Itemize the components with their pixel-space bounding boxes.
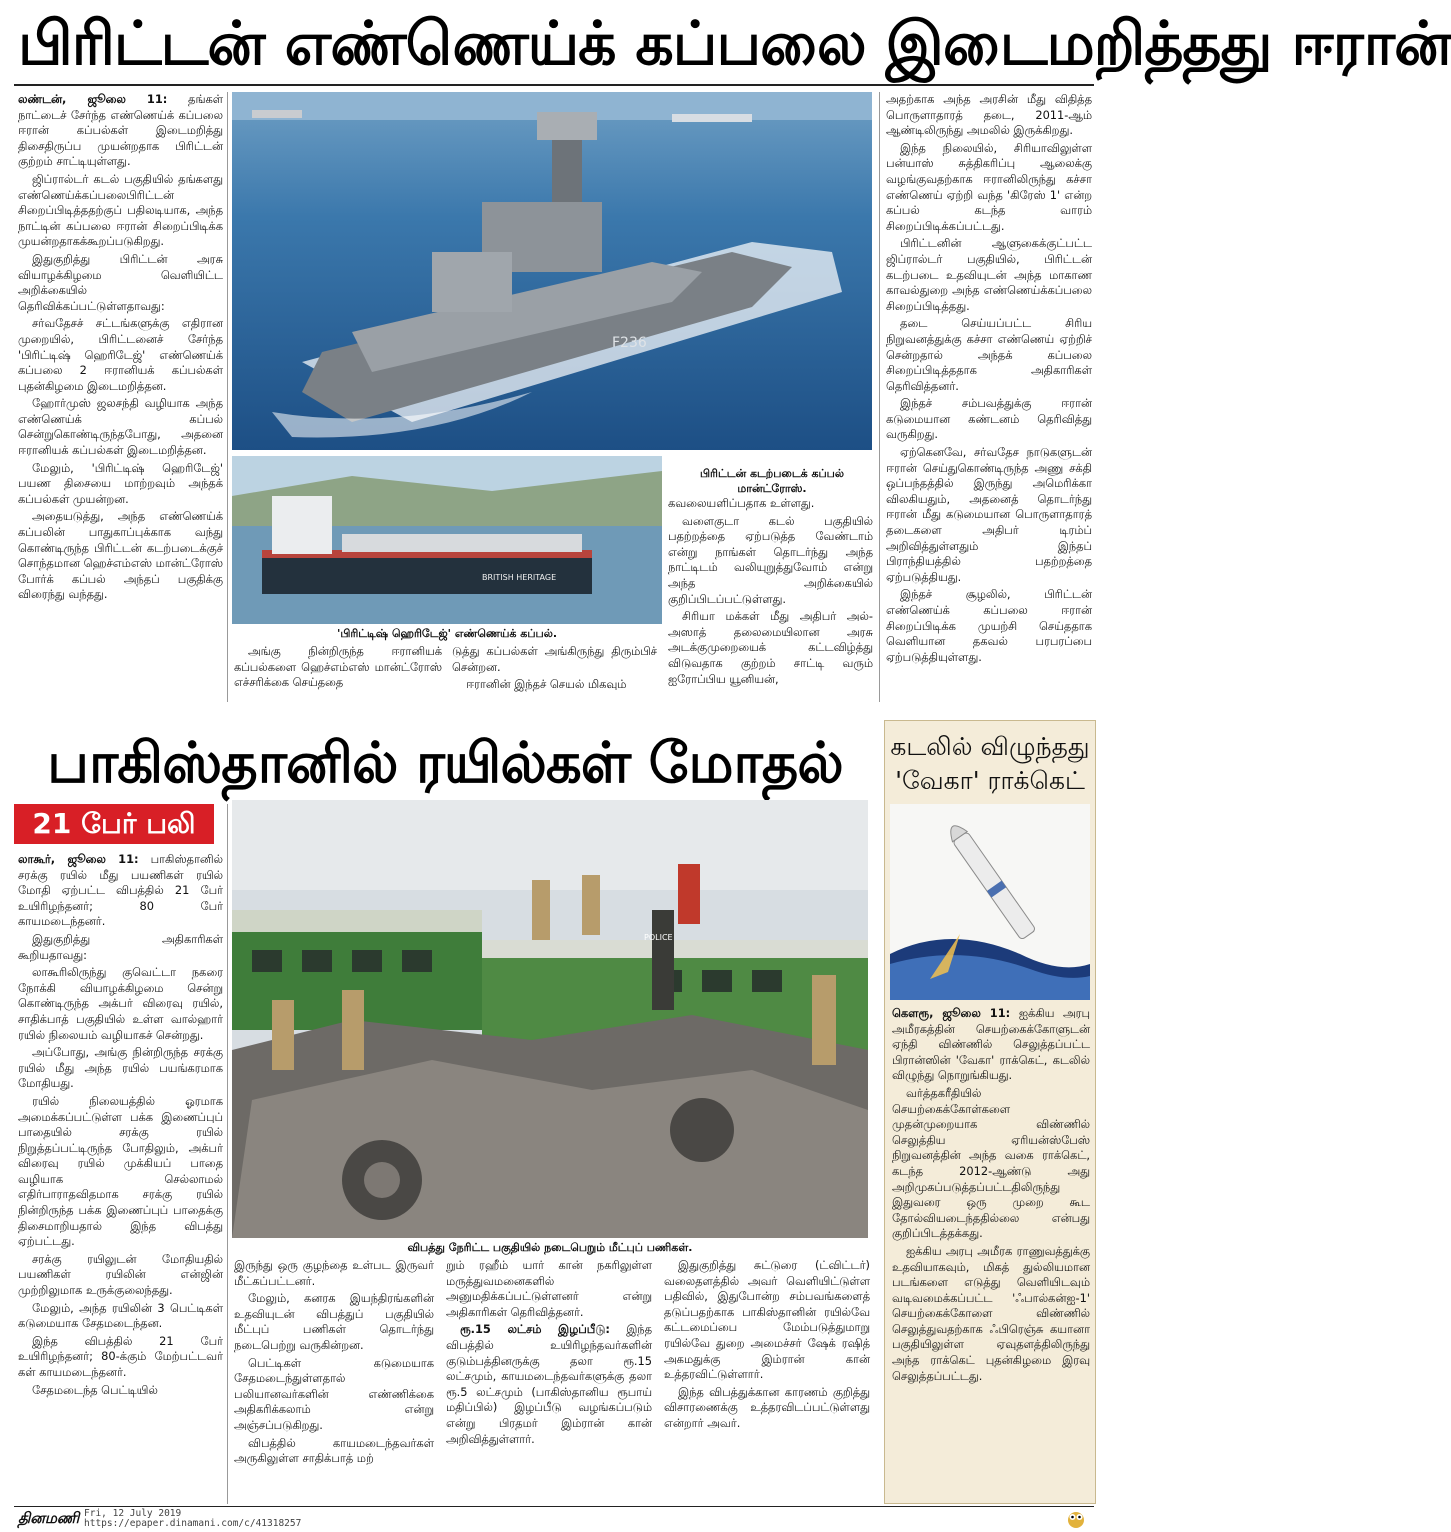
- story2-col1-p5: சரக்கு ரயிலுடன் மோதியதில் பயணிகள் ரயிலின் என்ஜின் முற்றிலுமாக உருக்குலைந்தது.: [18, 1251, 223, 1298]
- story2-col2-p2: பெட்டிகள் கடுமையாக சேதமடைந்துள்ளதால் பலியானவர்களின் எண்ணிக்கை அதிகரிக்கலாம் என்று அஞ்சப்படுகிறது.: [234, 1355, 434, 1432]
- footer-date: Fri, 12 July 2019: [84, 1508, 182, 1519]
- story2-column-1: [18, 852, 223, 1504]
- story1-column-3: [452, 644, 657, 702]
- column-divider: [879, 92, 880, 702]
- story1-col1-p3: சர்வதேசச் சட்டங்களுக்கு எதிரான முறையில், பிரிட்டனைச் சேர்ந்த 'பிரிட்டிஷ் ஹெரிடேஜ்' எண்ணெய்க் கப்பலை 2 ஈரானியக் கப்பல்கள் புதன்கிழமை இடைமறித்தன.: [18, 316, 223, 393]
- story1-col1-p2: இதுகுறித்து பிரிட்டன் அரசு வியாழக்கிழமை வெளியிட்ட அறிக்கையில் தெரிவிக்கப்பட்டுள்ளதாவது:: [18, 251, 223, 313]
- story2-col1-p4: ரயில் நிலையத்தில் ஓரமாக அமைக்கப்பட்டுள்ள பக்க இணைப்புப் பாதையில் சரக்கு ரயில் நிறுத்தப்பட்டிருந்த போதிலும், அக்பர் விரைவு ரயில் முக்கியப் பாதை வழியாக செல்லாமல் எதிர்பாராதவிதமாக சரக்கு ரயில் நின்றிருந்த பக்க இணைப்புப் பாதைக்கு திசைமாறியதால் இந்த விபத்து ஏற்பட்டது.: [18, 1093, 223, 1249]
- story1-col5-p0: அதற்காக அந்த அரசின் மீது விதித்த பொருளாதாரத் தடை, 2011-ஆம் ஆண்டிலிருந்து அமலில் இருக்கிறது.: [886, 92, 1092, 138]
- story2-compensation-heading: ரூ.15 லட்சம் இழப்பீடு:: [460, 1322, 610, 1337]
- story1-col5-p5: ஏற்கெனவே, சர்வதேச நாடுகளுடன் ஈரான் செய்துகொண்டிருந்த அணு சக்தி ஒப்பந்தத்தில் இருந்து அமெரிக்கா விலகியதும், அதனைத் தொடர்ந்து ஈரான் மீது கடுமையான பொருளாதாரத் தடைகளை அதிபர் டிரம்ப் அறிவித்துள்ளதும் இந்தப் பிராந்தியத்தில் பதற்றத்தை ஏற்படுத்தியது.: [886, 445, 1092, 584]
- story1-col3-p1: ஈரானின் இந்தச் செயல் மிகவும்: [466, 677, 627, 692]
- owl-icon: [1066, 1509, 1086, 1528]
- story1-col4-p2: சிரியா மக்கள் மீது அதிபர் அல்-அஸாத் தலைமையிலான அரசு அடக்குமுறையைக் கட்டவிழ்த்து விடுவதாக குற்றம் சாட்டி வரும் ஐரோப்பிய யூனியன்,: [668, 609, 873, 686]
- story2-col1-p7: இந்த விபத்தில் 21 பேர் உயிரிழந்தனர்; 80-க்கும் மேற்பட்டவர் கள் காயமடைந்தனர்.: [18, 1333, 223, 1379]
- story2-col3-p1: இந்த விபத்தில் உயிரிழந்தவர்களின் குடும்பத்தினருக்கு தலா ரூ.15 லட்சமும், காயமடைந்தவர்களுக்கு தலா ரூ.5 லட்சமும் (பாகிஸ்தானிய ரூபாய் மதிப்பில்) இழப்பீடு வழங்கப்படும் என்று பிரதமர் இம்ரான் கான் அறிவித்துள்ளார்.: [446, 1322, 653, 1446]
- column-divider: [227, 804, 228, 1504]
- story2-col3-p0: றும் ரஹீம் யார் கான் நகரிலுள்ள மருத்துவமனைகளில் அனுமதிக்கப்பட்டுள்ளனர் என்று அதிகாரிகள் தெரிவித்தனர்.: [446, 1258, 652, 1319]
- story1-col2-p0: அங்கு நின்றிருந்த ஈரானியக் கப்பல்களை ஹெச்எம்எஸ் மான்ட்ரோஸ் எச்சரிக்கை செய்ததை: [234, 644, 442, 690]
- story1-col1-p5: மேலும், 'பிரிட்டிஷ் ஹெரிடேஜ்' பயண திசையை மாற்றவும் அந்தக் கப்பல்கள் முயன்றன.: [18, 460, 223, 506]
- dinamani-logo: தினமணி: [18, 1509, 80, 1527]
- story1-col5-p3: தடை செய்யப்பட்ட சிரிய நிறுவனத்துக்கு கச்சா எண்ணெய் ஏற்றிச் சென்றதால் அந்தக் கப்பலை சிறைப்பிடித்ததாக அதிகாரிகள் தெரிவித்தனர்.: [886, 316, 1092, 393]
- story1-col5-p1: இந்த நிலையில், சிரியாவிலுள்ள பன்யாஸ் சுத்திகரிப்பு ஆலைக்கு வழங்குவதற்காக ஈரானிலிருந்து கச்சா எண்ணெய் ஏற்றி வந்த 'கிரேஸ் 1' என்ற கப்பல் கடந்த வாரம் சிறைப்பிடிக்கப்பட்டது.: [886, 140, 1092, 233]
- story1-col3-p0: டுத்து கப்பல்கள் அங்கிருந்து திரும்பிச் சென்றன.: [452, 644, 657, 674]
- story1-col5-p4: இந்தச் சம்பவத்துக்கு ஈரான் கடுமையான கண்டனம் தெரிவித்து வருகிறது.: [886, 396, 1092, 442]
- warship-photo: [232, 92, 872, 450]
- story2-dateline: லாகூர், ஜூலை 11:: [18, 852, 139, 866]
- story1-column-1: [18, 92, 223, 702]
- story2-col1-p2: லாகூரிலிருந்து குவெட்டா நகரை நோக்கி வியாழக்கிழமை சென்று கொண்டிருந்த அக்பர் விரைவு ரயில், சாதிக்பாத் பகுதியில் உள்ள வால்ஹார் ரயில் நிலையம் வழியாகச் சென்றது.: [18, 965, 223, 1042]
- story1-col4-p1: வளைகுடா கடல் பகுதியில் பதற்றத்தை ஏற்படுத்த வேண்டாம் என்று நாங்கள் தொடர்ந்து அந்த நாட்டிடம் வலியுறுத்துவோம் என்று அந்த அறிக்கையில் குறிப்பிடப்பட்டுள்ளது.: [668, 513, 873, 606]
- train-caption: விபத்து நேரிட்ட பகுதியில் நடைபெறும் மீட்புப் பணிகள்.: [407, 1241, 693, 1254]
- story2-col2-p3: விபத்தில் காயமடைந்தவர்கள் அருகிலுள்ள சாதிக்பாத் மற்: [234, 1435, 434, 1466]
- train-accident-illustration: [232, 800, 868, 1238]
- story2-column-4: [664, 1258, 870, 1504]
- story1-col1-p4: ஹோர்முஸ் ஜலசந்தி வழியாக அந்த எண்ணெய்க் கப்பல் சென்றுகொண்டிருந்தபோது, அதனை ஈரானியக் கப்பல்கள் இடைமறித்தன.: [18, 396, 223, 458]
- story2-headline: பாகிஸ்தானில் ரயில்கள் மோதல்: [47, 731, 843, 796]
- rocket-illustration: [890, 804, 1090, 1000]
- warship-illustration: [232, 92, 872, 450]
- story1-col1-p6: அதையடுத்து, அந்த எண்ணெய்க் கப்பலின் பாதுகாப்புக்காக வந்து கொண்டிருந்த பிரிட்டன் கடற்படைக்குச் சொந்தமான ஹெச்எம்எஸ் மான்ட்ரோஸ் போர்க் கப்பல் அந்தப் பகுதிக்கு விரைந்து வந்தது.: [18, 509, 223, 602]
- story3-headline: [890, 730, 1090, 798]
- story2-col1-p3: அப்போது, அங்கு நின்றிருந்த சரக்கு ரயில் மீது அந்த ரயில் பயங்கரமாக மோதியது.: [18, 1045, 223, 1091]
- story1-col5-p6: இந்தச் சூழலில், பிரிட்டன் எண்ணெய்க் கப்பலை ஈரான் சிறைப்பிடிக்க முயற்சி செய்ததாக வெளியான தகவல் பரபரப்பை ஏற்படுத்தியுள்ளது.: [886, 587, 1092, 664]
- story3-headline-line1: கடலில் விழுந்தது: [890, 732, 1090, 761]
- footer-url[interactable]: https://epaper.dinamani.com/c/41318257: [84, 1518, 302, 1529]
- story1-column-4: [668, 496, 873, 702]
- story3-p0: ஐக்கிய அரபு அமீரகத்தின் செயற்கைக்கோளுடன் ஏந்தி விண்ணில் செலுத்தப்பட்ட பிரான்ஸின் 'வேகா' ராக்கெட், கடலில் விழுந்து நொறுங்கியது.: [892, 1006, 1090, 1083]
- story2-col1-p0: பாகிஸ்தானில் சரக்கு ரயில் மீது பயணிகள் ரயில் மோதி ஏற்பட்ட விபத்தில் 21 பேர் உயிரிழந்தனர்; 80 பேர் காயமடைந்தனர்.: [18, 852, 224, 929]
- story1-headline: பிரிட்டன் எண்ணெய்க் கப்பலை இடைமறித்தது ஈரான்: [18, 9, 1451, 79]
- story2-col4-p0: இதுகுறித்து சுட்டுரை (ட்விட்டர்) வலைதளத்தில் அவர் வெளியிட்டுள்ள பதிவில், இதுபோன்ற சம்பவங்களைத் தடுப்பதற்காக பாகிஸ்தானின் ரயில்வே கட்டமைப்பை மேம்படுத்துமாறு ரயில்வே துறை அமைச்சர் ஷேக் ரஷித் அகமதுக்கு இம்ரான் கான் உத்தரவிட்டுள்ளார்.: [664, 1258, 870, 1382]
- story1-col1-p0: தங்கள் நாட்டைச் சேர்ந்த எண்ணெய்க் கப்பலை ஈரான் கப்பல்கள் இடைமறித்து திசைதிருப்ப முயன்றதாக பிரிட்டன் குற்றம் சாட்டியுள்ளது.: [18, 92, 224, 169]
- footer: [18, 1509, 1088, 1529]
- story2-column-3: [446, 1258, 652, 1504]
- police-label: POLICE: [644, 933, 673, 942]
- story2-col4-p1: இந்த விபத்துக்கான காரணம் குறித்து விசாரணைக்கு உத்தரவிடப்பட்டுள்ளது என்றார் அவர்.: [664, 1384, 870, 1430]
- headline-rule: [14, 84, 1094, 86]
- rocket-photo: [890, 804, 1090, 1000]
- story2-column-2: [234, 1258, 434, 1504]
- column-divider: [227, 92, 228, 702]
- story3-body: [892, 1006, 1090, 1500]
- story2-subhead: 21 பேர் பலி: [14, 804, 214, 844]
- footer-rule: [14, 1506, 1094, 1507]
- story2-col2-p1: மேலும், கனரக இயந்திரங்களின் உதவியுடன் விபத்துப் பகுதியில் மீட்புப் பணிகள் தொடர்ந்து நடைபெற்று வருகின்றன.: [234, 1291, 434, 1352]
- tanker-name: BRITISH HERITAGE: [482, 573, 557, 582]
- hull-number: F236: [612, 335, 647, 351]
- tanker-photo: [232, 456, 662, 624]
- tanker-caption: 'பிரிட்டிஷ் ஹெரிடேஜ்' எண்ணெய்க் கப்பல்.: [336, 627, 558, 640]
- warship-caption: பிரிட்டன் கடற்படைக் கப்பல் மான்ட்ரோஸ்.: [700, 467, 844, 495]
- tanker-illustration: [232, 456, 662, 624]
- story1-column-2: [234, 644, 442, 702]
- story2-col1-p1: இதுகுறித்து அதிகாரிகள் கூறியதாவது:: [18, 931, 223, 962]
- story1-col4-p0: கவலையளிப்பதாக உள்ளது.: [668, 496, 815, 510]
- story2-col1-p6: மேலும், அந்த ரயிலின் 3 பெட்டிகள் கடுமையாக சேதமடைந்தன.: [18, 1300, 223, 1331]
- story1-col5-p2: பிரிட்டனின் ஆளுகைக்குட்பட்ட ஜிப்ரால்டர் பகுதியில், பிரிட்டன் கடற்படை உதவியுடன் அந்த மாகாண காவல்துறை அந்த எண்ணெய்க்கப்பலை சிறைப்பிடித்தது.: [886, 236, 1092, 313]
- story3-p2: ஐக்கிய அரபு அமீரக ராணுவத்துக்கு உதவியாகவும், மிகத் துல்லியமான படங்களை எடுத்து வெளியிடவும் வடிவமைக்கப்பட்ட 'ஃபால்கன்ஐ-1' செயற்கைக்கோளை விண்ணில் செலுத்துவதற்காக ஃபிரெஞ்சு கயானா பகுதியிலுள்ள ஏவுதளத்திலிருந்து அந்த ராக்கெட் புதன்கிழமை இரவு செலுத்தப்பட்டது.: [892, 1243, 1090, 1383]
- story3-dateline: கௌரூ, ஜூலை 11:: [892, 1006, 1011, 1020]
- story3-headline-line2: 'வேகா' ராக்கெட்: [895, 766, 1085, 795]
- story1-col1-p1: ஜிப்ரால்டர் கடல் பகுதியில் தங்களது எண்ணெய்க்கப்பலைபிரிட்டன் சிறைப்பிடித்ததற்குப் பதிலடியாக, அந்த நாட்டின் கப்பலை ஈரான் சிறைப்பிடிக்க முயன்றதாகக்கூறப்படுகிறது.: [18, 171, 223, 249]
- story3-p1: வர்த்தகரீதியில் செயற்கைக்கோள்களை முதன்முறையாக விண்ணில் செலுத்திய ஏரியன்ஸ்பேஸ் நிறுவனத்தின் அந்த வகை ராக்கெட், கடந்த 2012-ஆண்டு அது அறிமுகப்படுத்தப்பட்டதிலிருந்து இதுவரை ஒரு முறை கூட தோல்வியடைந்ததில்லை என்பது குறிப்பிடத்தக்கது.: [892, 1085, 1090, 1241]
- story1-column-5: [886, 92, 1092, 702]
- story2-col1-p8: சேதமடைந்த பெட்டியில்: [32, 1382, 158, 1397]
- train-accident-photo: [232, 800, 868, 1238]
- story1-dateline: லண்டன், ஜூலை 11:: [18, 92, 168, 106]
- story2-col2-p0: இருந்து ஒரு குழந்தை உள்பட இருவர் மீட்கப்பட்டனர்.: [234, 1258, 434, 1288]
